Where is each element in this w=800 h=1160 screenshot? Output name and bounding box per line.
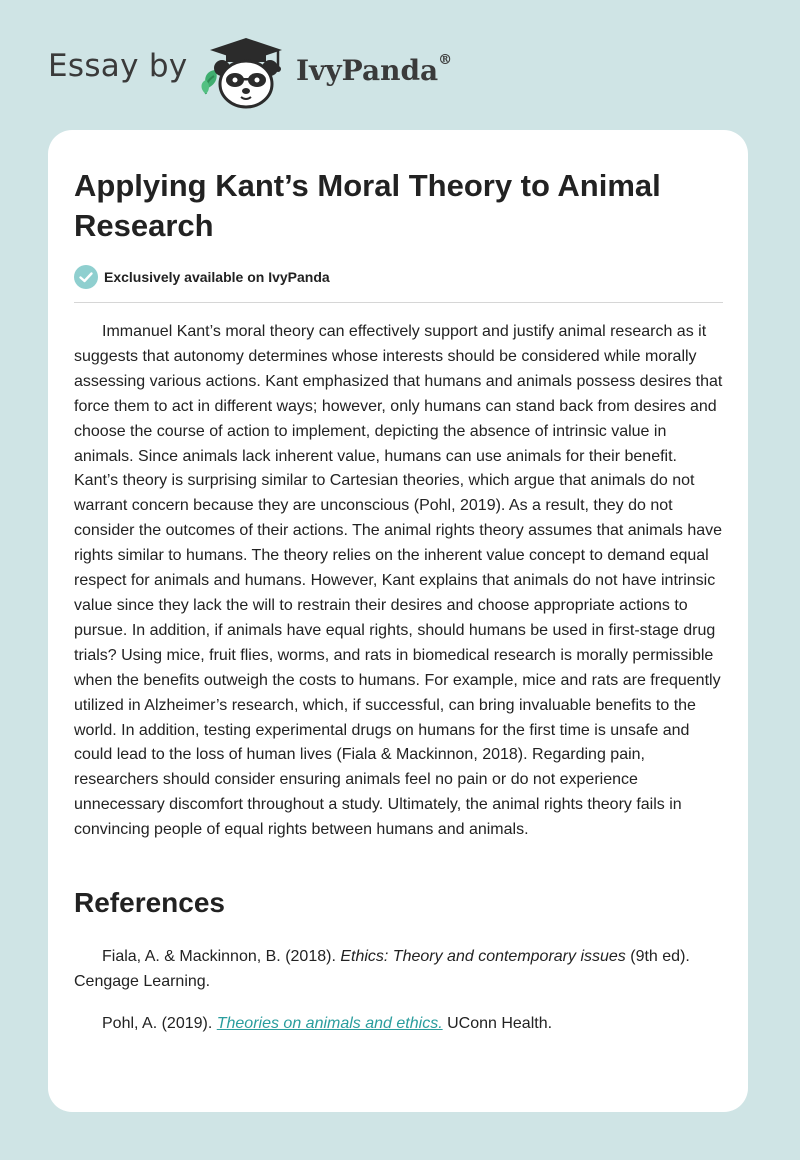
page-title: Applying Kant’s Moral Theory to Animal Research	[74, 168, 661, 243]
panda-graduate-icon[interactable]	[198, 36, 294, 110]
reference-prefix: Fiala, A. & Mackinnon, B. (2018).	[102, 948, 341, 965]
badge-label: Exclusively available on IvyPanda	[104, 269, 330, 285]
divider	[74, 302, 723, 303]
exclusive-badge	[74, 265, 330, 289]
reference-item	[74, 945, 724, 994]
essay-body: Immanuel Kant’s moral theory can effectively support and justify animal research as it suggests that autonomy determines whose interests should be considered while morally assessing various actions. Kant emphasized that humans and animals possess desires that force them to act in different ways; however, only humans can stand back from desires and choose the course of action to implement, depicting the absence of intrinsic value in animals. Since animals lack inherent value, humans can use animals for their benefit. Kant’s theory is surprising similar to Cartesian theories, which argue that animals do not warrant concern because they are unconscious (Pohl, 2019). As a result, they do not consider the outcomes of their actions. The animal rights theory assumes that animals have rights similar to humans. The theory relies on the inherent value concept to demand equal respect for animals and humans. However, Kant explains that animals do not have intrinsic value since they lack the will to restrain their desires and choose appropriate actions to pursue. In addition, if animals have equal rights, should humans be used in first-stage drug trials? Using mice, fruit flies, worms, and rats in biomedical research is morally permissible when the benefits outweigh the costs to humans. For example, mice and rats are frequently utilized in Alzheimer’s research, which, if successful, can bring invaluable benefits to the world. In addition, testing experimental drugs on humans for the first time is unsafe and could lead to the loss of human lives (Fiala & Mackinnon, 2018). Regarding pain, researchers should consider ensuring animals feel no pain or do not experience unnecessary discomfort throughout a study. Ultimately, the animal rights theory fails in convincing people of equal rights between humans and animals.	[74, 323, 723, 839]
site-header	[0, 0, 800, 130]
reference-title: Ethics: Theory and contemporary issues	[340, 948, 626, 965]
reference-suffix: (9th ed). Cengage Learning.	[74, 948, 690, 990]
check-circle-icon	[74, 265, 98, 289]
brand-prefix: Essay by	[48, 48, 188, 84]
essay-card	[48, 130, 748, 1112]
reference-suffix: UConn Health.	[442, 1015, 553, 1032]
reference-link[interactable]: Theories on animals and ethics.	[216, 1015, 443, 1032]
references-heading: References	[74, 887, 225, 918]
reference-item	[74, 1012, 724, 1037]
brand-name[interactable]: IvyPanda®	[296, 52, 453, 87]
reference-prefix: Pohl, A. (2019).	[102, 1015, 217, 1032]
